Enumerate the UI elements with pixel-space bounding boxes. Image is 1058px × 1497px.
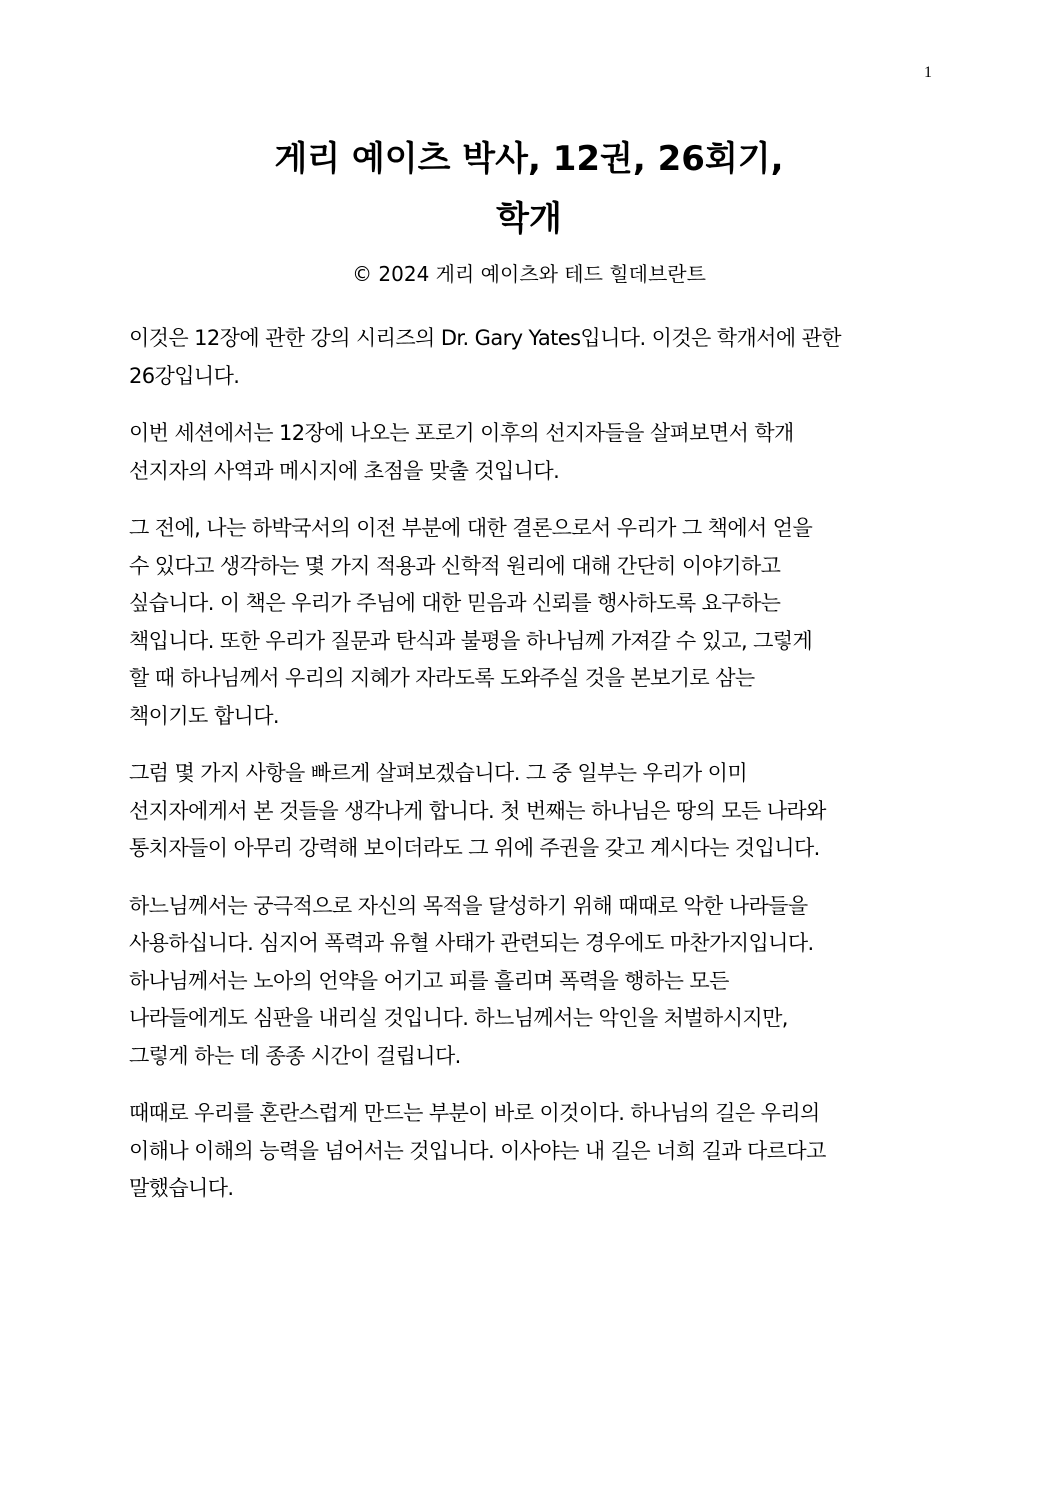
- text-line: 선지자에게서 본 것들을 생각나게 합니다. 첫 번째는 하나님은 땅의 모든 나라와: [129, 798, 826, 823]
- title-line-1: 게리 예이츠 박사, 12권, 26회기,: [274, 139, 784, 179]
- text-line: 말했습니다.: [129, 1176, 234, 1200]
- text-line: 할 때 하나님께서 우리의 지혜가 자라도록 도와주실 것을 본보기로 삼는: [129, 666, 755, 690]
- text-line: 때때로 우리를 혼란스럽게 만드는 부분이 바로 이것이다. 하나님의 길은 우리의: [129, 1101, 820, 1125]
- text-line: 책입니다. 또한 우리가 질문과 탄식과 불평을 하나님께 가져갈 수 있고, 그렇게: [129, 628, 813, 653]
- text-line: 선지자의 사역과 메시지에 초점을 맞출 것입니다.: [129, 458, 560, 483]
- text-line: 통치자들이 아무리 강력해 보이더라도 그 위에 주권을 갖고 계시다는 것입니다.: [129, 836, 820, 860]
- paragraph-5: [129, 888, 929, 1076]
- paragraph-1: [129, 320, 929, 395]
- text-line: 하나님께서는 노아의 언약을 어기고 피를 흘리며 폭력을 행하는 모든: [129, 968, 729, 993]
- text-line: 그럼 몇 가지 사항을 빠르게 살펴보겠습니다. 그 중 일부는 우리가 이미: [129, 761, 748, 785]
- text-line: 이해나 이해의 능력을 넘어서는 것입니다. 이사야는 내 길은 너희 길과 다르다고: [129, 1138, 826, 1163]
- text-line: 26강입니다.: [129, 363, 240, 388]
- text-line: 책이기도 합니다.: [129, 703, 279, 728]
- paragraph-6: [129, 1095, 929, 1208]
- text-line: 이번 세션에서는 12장에 나오는 포로기 이후의 선지자들을 살펴보면서 학개: [129, 421, 794, 445]
- page-number: 1: [924, 64, 932, 81]
- text-line: 싶습니다. 이 책은 우리가 주님에 대한 믿음과 신뢰를 행사하도록 요구하는: [129, 591, 781, 615]
- paragraph-3: [129, 510, 929, 735]
- paragraph-4: [129, 755, 929, 868]
- text-line: 나라들에게도 심판을 내리실 것입니다. 하느님께서는 악인을 처벌하시지만,: [129, 1006, 788, 1030]
- text-line: 그 전에, 나는 하박국서의 이전 부분에 대한 결론으로서 우리가 그 책에서 얻을: [129, 516, 813, 540]
- text-line: 사용하십니다. 심지어 폭력과 유혈 사태가 관련되는 경우에도 마찬가지입니다.: [129, 931, 814, 955]
- title-line-2: 학개: [496, 199, 562, 239]
- text-line: 수 있다고 생각하는 몇 가지 적용과 신학적 원리에 대해 간단히 이야기하고: [129, 553, 781, 578]
- copyright-notice: © 2024 게리 예이츠와 테드 힐데브란트: [352, 262, 706, 286]
- text-line: 하느님께서는 궁극적으로 자신의 목적을 달성하기 위해 때때로 악한 나라들을: [129, 893, 808, 918]
- text-line: 이것은 12장에 관한 강의 시리즈의 Dr. Gary Yates입니다. 이것은 학개서에 관한: [129, 326, 841, 350]
- text-line: 그렇게 하는 데 종종 시간이 걸립니다.: [129, 1043, 461, 1068]
- body-text: [129, 320, 929, 1228]
- paragraph-2: [129, 415, 929, 490]
